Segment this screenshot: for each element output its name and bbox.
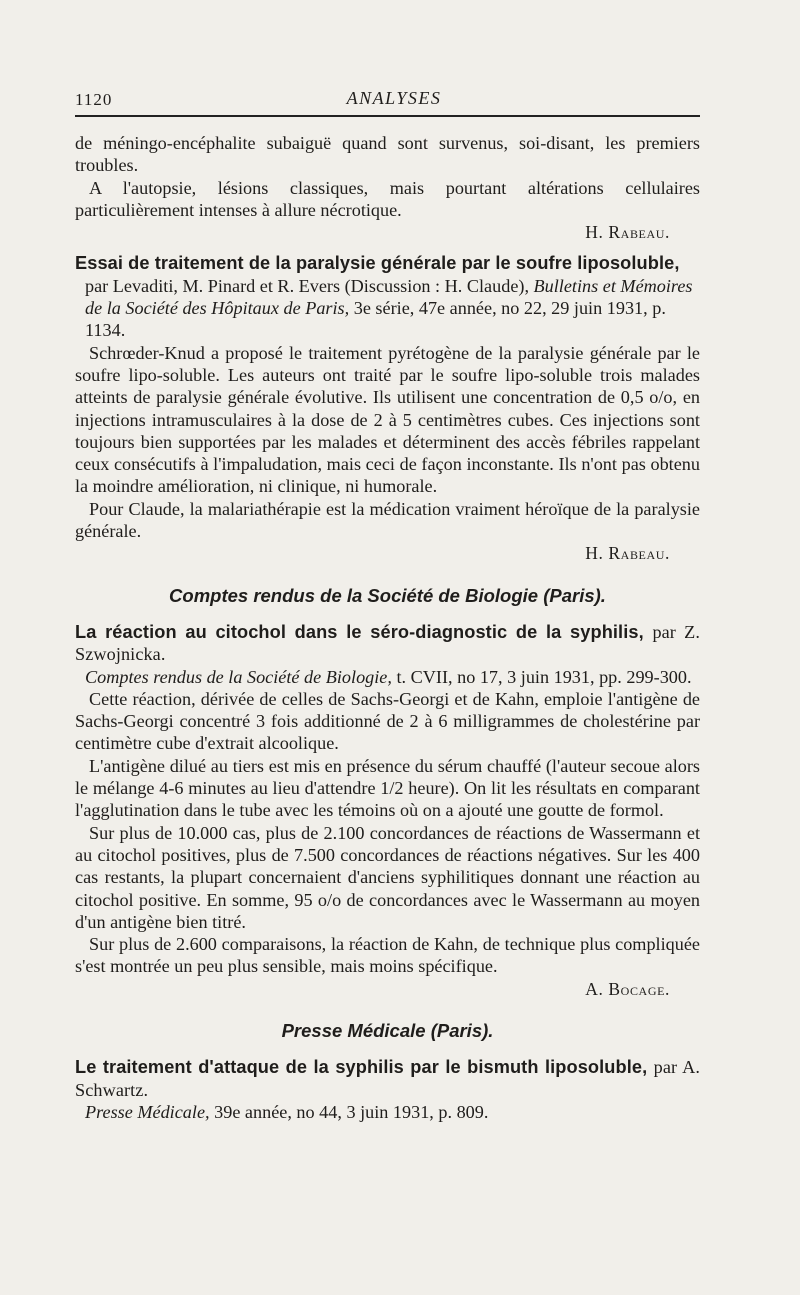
citation-details: 3e série, 47e année, no 22, 29 juin 1931, p. 1134.: [85, 298, 666, 341]
article-title: [75, 621, 700, 666]
article-authors: par Levaditi, M. Pinard et R. Evers (Discussion : H. Claude),: [85, 275, 529, 296]
signature: A. Bocage.: [585, 978, 670, 999]
paragraph: de méningo-encéphalite subaiguë quand sont survenus, soi-disant, les premiers troubles.: [75, 133, 700, 176]
citation-details: t. CVII, no 17, 3 juin 1931, pp. 299-300.: [396, 666, 692, 687]
page-body: [75, 132, 700, 1123]
paragraph: Sur plus de 2.600 comparaisons, la réaction de Kahn, de technique plus compliquée s'est montrée un peu plus sensible, mais moins spécifique.: [75, 934, 700, 977]
article-reference: [75, 275, 700, 342]
article-heading: [75, 1056, 700, 1123]
article-title: [75, 1056, 700, 1101]
article-reference: [75, 1101, 700, 1123]
page-header: [75, 80, 713, 108]
article-title: Essai de traitement de la paralysie générale par le soufre liposoluble,: [75, 253, 680, 274]
article-heading: [75, 252, 700, 341]
paragraph: L'antigène dilué au tiers est mis en présence du sérum chauffé (l'auteur secoue alors le mélange 4-6 minutes au lieu d'attendre 1/2 heure). On lit les résultats en comparant l'agglutination dans le tube avec les témoins où on a ajouté une goutte de formol.: [75, 755, 700, 821]
page-number: 1120: [75, 90, 113, 109]
journal-name: Comptes rendus de la Société de Biologie,: [85, 666, 392, 687]
article-title-text: Le traitement d'attaque de la syphilis par le bismuth liposoluble,: [75, 1057, 648, 1078]
paragraph: Cette réaction, dérivée de celles de Sachs-Georgi et de Kahn, emploie l'antigène de Sachs-Georgi concentré 3 fois additionné de 2 à 6 milligrammes de cholestérine par centimètre cube d'extrait alcoolique.: [75, 688, 700, 754]
running-title: ANALYSES: [346, 88, 442, 108]
paragraph: A l'autopsie, lésions classiques, mais pourtant altérations cellulaires particulièrement intenses à allure nécrotique.: [75, 177, 700, 220]
paragraph: Schrœder-Knud a proposé le traitement pyrétogène de la paralysie générale par le soufre lipo-soluble. Les auteurs ont traité par le soufre lipo-soluble trois malades atteints de paralysie générale évolutive. Ils utilisent une concentration de 0,5 o/o, en injections intramusculaires à la dose de 2 à 5 centimètres cubes. Ces injections sont toujours bien supportées par les malades et déterminent des accès fébriles rappelant ceux consécutifs à l'impaludation, mais ceci de façon inconstante. Ils n'ont pas obtenu la moindre amélioration, ni clinique, ni humorale.: [75, 342, 700, 497]
article-title-text: La réaction au citochol dans le séro-diagnostic de la syphilis,: [75, 621, 644, 642]
section-heading: Presse Médicale (Paris).: [281, 1019, 494, 1041]
article-authors: par Z. Szwojnicka.: [75, 621, 700, 665]
article-authors: par A. Schwartz.: [75, 1057, 700, 1100]
header-rule: [75, 115, 700, 117]
signature: H. Rabeau.: [585, 222, 670, 243]
paragraph: Pour Claude, la malariathérapie est la médication vraiment héroïque de la paralysie générale.: [75, 498, 700, 542]
page: [75, 80, 713, 1122]
article-heading: [75, 621, 700, 688]
journal-name: Bulletins et Mémoires de la Société des Hôpitaux de Paris,: [85, 275, 693, 319]
paragraph: Sur plus de 10.000 cas, plus de 2.100 concordances de réactions de Wassermann et au citochol positives, plus de 7.500 concordances de réactions négatives. Sur les 400 cas restants, la plupart concernaient d'anciens syphilitiques donnant une réaction au citochol positive. En somme, 95 o/o de concordances avec le Wassermann au moyen d'un antigène bien titré.: [75, 822, 700, 932]
section-heading: Comptes rendus de la Société de Biologie (Paris).: [169, 584, 606, 606]
article-reference: [75, 666, 700, 688]
signature: H. Rabeau.: [585, 543, 670, 564]
citation-details: 39e année, no 44, 3 juin 1931, p. 809.: [214, 1101, 489, 1122]
journal-name: Presse Médicale,: [85, 1101, 210, 1122]
